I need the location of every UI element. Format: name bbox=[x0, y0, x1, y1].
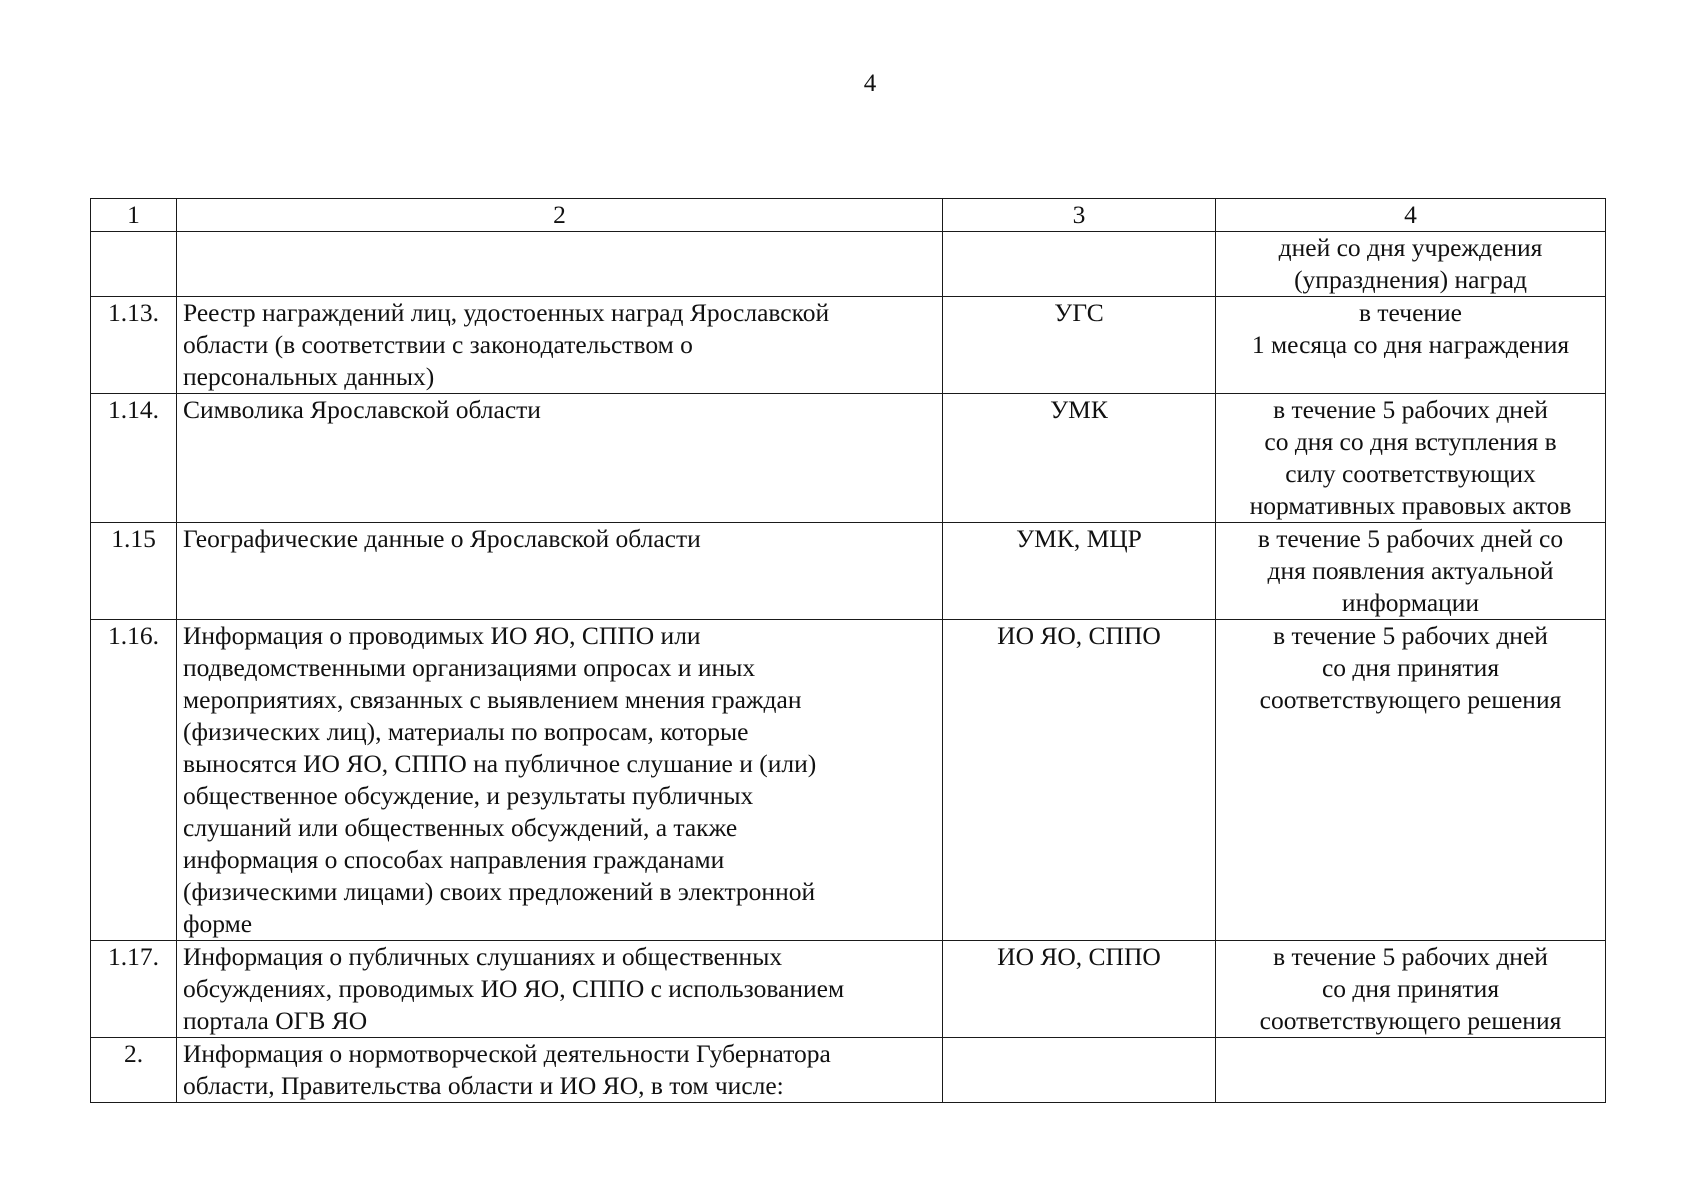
row-description-line: обсуждениях, проводимых ИО ЯО, СППО с использованием bbox=[183, 974, 845, 1003]
row-responsible bbox=[943, 232, 1216, 297]
table-row bbox=[91, 1038, 1606, 1103]
row-responsible-line: УМК bbox=[1050, 395, 1108, 424]
header-row bbox=[91, 199, 1606, 232]
row-description-line: информация о способах направления гражданами bbox=[183, 845, 725, 874]
row-deadline-line: в течение 5 рабочих дней bbox=[1273, 942, 1548, 971]
row-deadline bbox=[1216, 232, 1606, 297]
row-deadline bbox=[1216, 394, 1606, 523]
row-number: 2. bbox=[91, 1038, 177, 1103]
row-deadline bbox=[1216, 1038, 1606, 1103]
row-description-line: Информация о нормотворческой деятельности Губернатора bbox=[183, 1039, 831, 1068]
document-table bbox=[90, 198, 1606, 1103]
row-description-line: персональных данных) bbox=[183, 362, 435, 391]
row-deadline-line: (упразднения) наград bbox=[1294, 265, 1527, 294]
row-description-line: (физических лиц), материалы по вопросам, которые bbox=[183, 717, 749, 746]
table-row bbox=[91, 232, 1606, 297]
row-responsible bbox=[943, 620, 1216, 941]
row-description-line: Символика Ярославской области bbox=[183, 395, 541, 424]
row-description-line: Географические данные о Ярославской области bbox=[183, 524, 701, 553]
row-responsible bbox=[943, 941, 1216, 1038]
row-responsible bbox=[943, 1038, 1216, 1103]
column-header-2: 2 bbox=[177, 199, 943, 232]
row-number bbox=[91, 232, 177, 297]
row-number: 1.13. bbox=[91, 297, 177, 394]
row-description bbox=[177, 297, 943, 394]
row-description-line: области, Правительства области и ИО ЯО, в том числе: bbox=[183, 1071, 784, 1100]
row-deadline-line: нормативных правовых актов bbox=[1249, 491, 1572, 520]
table-row bbox=[91, 297, 1606, 394]
row-description-line: Реестр награждений лиц, удостоенных наград Ярославской bbox=[183, 298, 830, 327]
row-deadline bbox=[1216, 620, 1606, 941]
row-responsible bbox=[943, 523, 1216, 620]
row-description-line: области (в соответствии с законодательством о bbox=[183, 330, 693, 359]
row-deadline-line: со дня принятия bbox=[1321, 974, 1500, 1003]
row-deadline-line: соответствующего решения bbox=[1259, 685, 1562, 714]
row-number: 1.17. bbox=[91, 941, 177, 1038]
row-description bbox=[177, 394, 943, 523]
row-responsible-line: УГС bbox=[1054, 298, 1104, 327]
row-responsible-line: ИО ЯО, СППО bbox=[997, 621, 1161, 650]
row-description bbox=[177, 523, 943, 620]
row-deadline-line: в течение bbox=[1359, 298, 1462, 327]
row-number: 1.14. bbox=[91, 394, 177, 523]
row-description-line: Информация о публичных слушаниях и общественных bbox=[183, 942, 783, 971]
row-description-line: общественное обсуждение, и результаты публичных bbox=[183, 781, 754, 810]
column-header-3: 3 bbox=[943, 199, 1216, 232]
table-row bbox=[91, 523, 1606, 620]
row-description-line: выносятся ИО ЯО, СППО на публичное слушание и (или) bbox=[183, 749, 817, 778]
row-number: 1.15 bbox=[91, 523, 177, 620]
column-header-4: 4 bbox=[1216, 199, 1606, 232]
row-deadline-line: информации bbox=[1341, 588, 1480, 617]
row-description bbox=[177, 232, 943, 297]
row-responsible-line: ИО ЯО, СППО bbox=[997, 942, 1161, 971]
column-header-1: 1 bbox=[91, 199, 177, 232]
row-deadline bbox=[1216, 523, 1606, 620]
row-deadline-line: дня появления актуальной bbox=[1267, 556, 1554, 585]
row-description-line: Информация о проводимых ИО ЯО, СППО или bbox=[183, 621, 701, 650]
table-row bbox=[91, 941, 1606, 1038]
row-description bbox=[177, 620, 943, 941]
row-description-line: мероприятиях, связанных с выявлением мнения граждан bbox=[183, 685, 802, 714]
row-deadline-line: соответствующего решения bbox=[1259, 1006, 1562, 1035]
row-responsible bbox=[943, 297, 1216, 394]
row-deadline-line: в течение 5 рабочих дней со bbox=[1257, 524, 1564, 553]
row-description-line: форме bbox=[183, 909, 253, 938]
row-deadline-line: 1 месяца со дня награждения bbox=[1251, 330, 1570, 359]
row-deadline-line: в течение 5 рабочих дней bbox=[1273, 621, 1548, 650]
row-deadline-line: со дня со дня вступления в bbox=[1264, 427, 1557, 456]
row-deadline bbox=[1216, 297, 1606, 394]
row-description-line: портала ОГВ ЯО bbox=[183, 1006, 368, 1035]
row-responsible bbox=[943, 394, 1216, 523]
row-description bbox=[177, 941, 943, 1038]
row-responsible-line: УМК, МЦР bbox=[1016, 524, 1142, 553]
row-deadline-line: дней со дня учреждения bbox=[1278, 233, 1543, 262]
page-number: 4 bbox=[863, 70, 877, 97]
row-deadline-line: силу соответствующих bbox=[1285, 459, 1536, 488]
row-description-line: (физическими лицами) своих предложений в электронной bbox=[183, 877, 816, 906]
row-deadline bbox=[1216, 941, 1606, 1038]
row-description-line: подведомственными организациями опросах и иных bbox=[183, 653, 756, 682]
row-deadline-line: в течение 5 рабочих дней bbox=[1273, 395, 1548, 424]
table-row bbox=[91, 394, 1606, 523]
row-deadline-line: со дня принятия bbox=[1321, 653, 1500, 682]
row-description-line: слушаний или общественных обсуждений, а также bbox=[183, 813, 738, 842]
row-number: 1.16. bbox=[91, 620, 177, 941]
row-description bbox=[177, 1038, 943, 1103]
table-row bbox=[91, 620, 1606, 941]
